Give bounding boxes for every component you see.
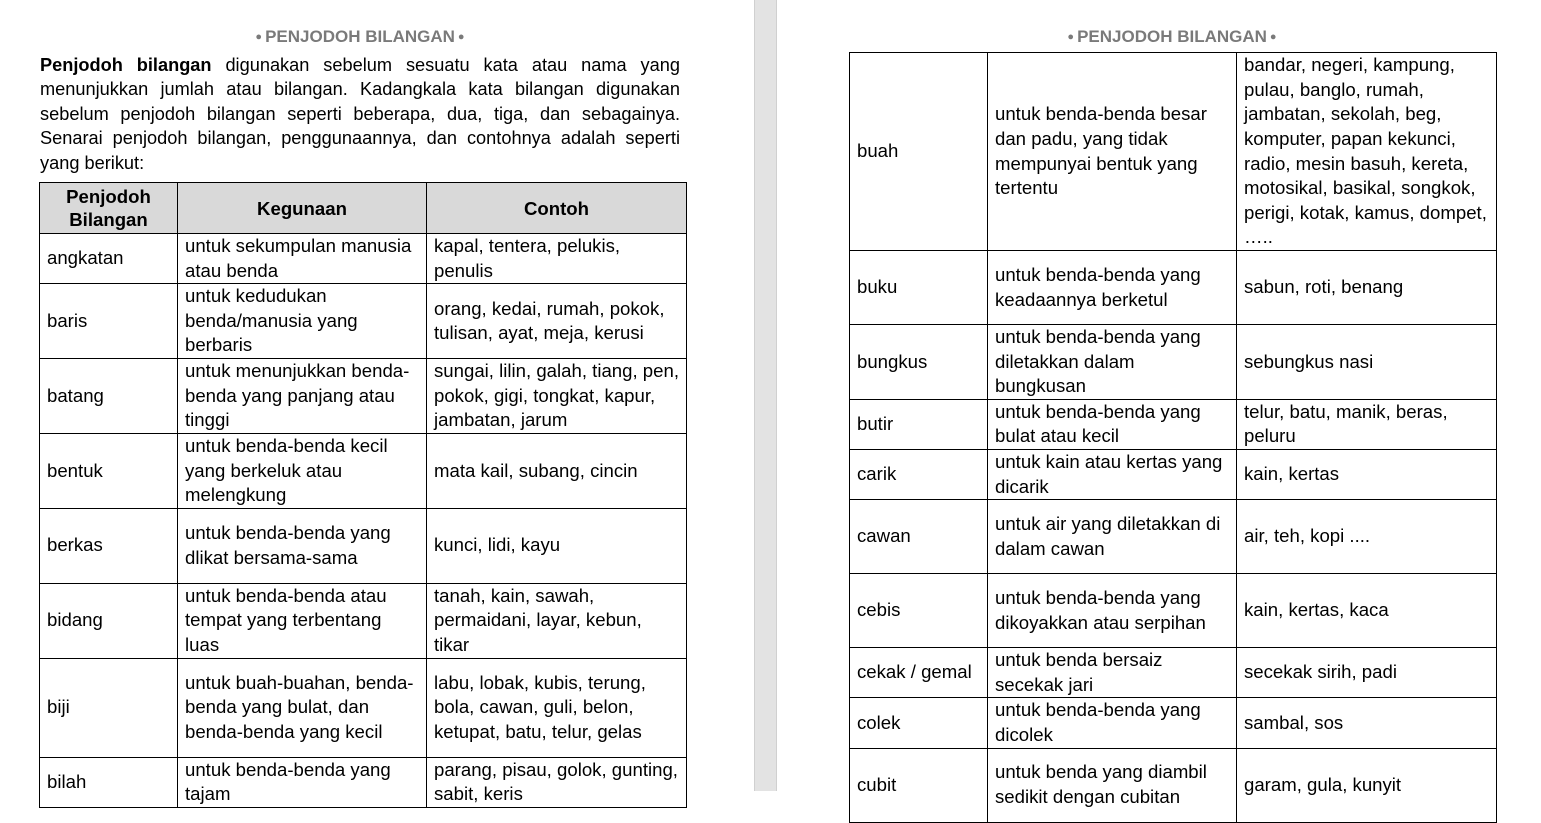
cell-penjodoh: buku — [850, 251, 988, 325]
cell-kegunaan: untuk benda-benda atau tempat yang terbentang luas — [178, 583, 427, 658]
cell-kegunaan: untuk benda-benda yang dikoyakkan atau serpihan — [988, 574, 1237, 648]
cell-contoh: kapal, tentera, pelukis, penulis — [427, 234, 687, 284]
cell-contoh: sambal, sos — [1237, 698, 1497, 748]
cell-penjodoh: cawan — [850, 500, 988, 574]
cell-kegunaan: untuk benda-benda besar dan padu, yang tidak mempunyai bentuk yang tertentu — [988, 53, 1237, 251]
cell-kegunaan: untuk buah-buahan, benda-benda yang bulat, dan benda-benda yang kecil — [178, 658, 427, 757]
cell-contoh: kain, kertas, kaca — [1237, 574, 1497, 648]
cell-penjodoh: bungkus — [850, 325, 988, 400]
table-row — [40, 658, 687, 757]
table-row — [850, 251, 1497, 325]
penjodoh-table-continued — [849, 52, 1497, 823]
cell-kegunaan: untuk benda yang diambil sedikit dengan cubitan — [988, 748, 1237, 822]
column-header: Contoh — [427, 183, 687, 234]
cell-penjodoh: bentuk — [40, 433, 178, 508]
cell-contoh: bandar, negeri, kampung, pulau, banglo, rumah, jambatan, sekolah, beg, komputer, papan kekunci, radio, mesin basuh, kereta, motosikal, basikal, songkok, perigi, kotak, kamus, dompet, ….. — [1237, 53, 1497, 251]
table-row — [850, 325, 1497, 400]
cell-kegunaan: untuk benda bersaiz secekak jari — [988, 648, 1237, 698]
bullet-icon: ● — [255, 31, 263, 43]
cell-penjodoh: berkas — [40, 508, 178, 583]
table-row — [850, 399, 1497, 449]
cell-kegunaan: untuk benda-benda yang dlikat bersama-sama — [178, 508, 427, 583]
cell-penjodoh: bilah — [40, 757, 178, 807]
cell-penjodoh: baris — [40, 284, 178, 359]
cell-kegunaan: untuk kain atau kertas yang dicarik — [988, 449, 1237, 499]
cell-penjodoh: butir — [850, 399, 988, 449]
cell-contoh: parang, pisau, golok, gunting, sabit, keris — [427, 757, 687, 807]
page-edge — [754, 0, 755, 791]
cell-contoh: sabun, roti, benang — [1237, 251, 1497, 325]
cell-kegunaan: untuk benda-benda yang bulat atau kecil — [988, 399, 1237, 449]
cell-penjodoh: angkatan — [40, 234, 178, 284]
cell-contoh: sebungkus nasi — [1237, 325, 1497, 400]
cell-penjodoh: cekak / gemal — [850, 648, 988, 698]
cell-penjodoh: buah — [850, 53, 988, 251]
table-row — [850, 698, 1497, 748]
table-row — [850, 574, 1497, 648]
cell-kegunaan: untuk air yang diletakkan di dalam cawan — [988, 500, 1237, 574]
cell-penjodoh: cubit — [850, 748, 988, 822]
penjodoh-table — [39, 182, 687, 808]
table-header-row — [40, 183, 687, 234]
table-row — [40, 359, 687, 434]
document-page-left — [0, 0, 754, 805]
cell-penjodoh: carik — [850, 449, 988, 499]
table-row — [40, 433, 687, 508]
cell-contoh: mata kail, subang, cincin — [427, 433, 687, 508]
cell-kegunaan: untuk sekumpulan manusia atau benda — [178, 234, 427, 284]
cell-contoh: labu, lobak, kubis, terung, bola, cawan, guli, belon, ketupat, batu, telur, gelas — [427, 658, 687, 757]
cell-contoh: kunci, lidi, kayu — [427, 508, 687, 583]
table-row — [40, 508, 687, 583]
bullet-icon: ● — [1269, 31, 1277, 43]
table-row — [850, 500, 1497, 574]
page-header: ● PENJODOH BILANGAN ● — [849, 26, 1495, 48]
cell-contoh: orang, kedai, rumah, pokok, tulisan, ayat, meja, kerusi — [427, 284, 687, 359]
cell-kegunaan: untuk benda-benda yang keadaannya berketul — [988, 251, 1237, 325]
cell-kegunaan: untuk benda-benda yang tajam — [178, 757, 427, 807]
cell-contoh: kain, kertas — [1237, 449, 1497, 499]
cell-penjodoh: colek — [850, 698, 988, 748]
cell-penjodoh: batang — [40, 359, 178, 434]
cell-kegunaan: untuk benda-benda kecil yang berkeluk atau melengkung — [178, 433, 427, 508]
table-row — [850, 748, 1497, 822]
column-header: Penjodoh Bilangan — [40, 183, 178, 234]
intro-paragraph — [40, 53, 680, 175]
bullet-icon: ● — [457, 31, 465, 43]
table-row — [40, 234, 687, 284]
cell-kegunaan: untuk benda-benda yang diletakkan dalam bungkusan — [988, 325, 1237, 400]
cell-penjodoh: bidang — [40, 583, 178, 658]
intro-bold-term: Penjodoh bilangan — [40, 55, 212, 75]
page-gap — [754, 0, 777, 791]
table-row — [40, 583, 687, 658]
cell-penjodoh: biji — [40, 658, 178, 757]
cell-contoh: air, teh, kopi .... — [1237, 500, 1497, 574]
table-row — [850, 449, 1497, 499]
table-row — [40, 284, 687, 359]
cell-kegunaan: untuk kedudukan benda/manusia yang berbaris — [178, 284, 427, 359]
cell-contoh: sungai, lilin, galah, tiang, pen, pokok, gigi, tongkat, kapur, jambatan, jarum — [427, 359, 687, 434]
cell-contoh: garam, gula, kunyit — [1237, 748, 1497, 822]
cell-contoh: secekak sirih, padi — [1237, 648, 1497, 698]
intro-text: digunakan sebelum sesuatu kata atau nama yang menunjukkan jumlah atau bilangan. Kadangkala kata bilangan digunakan sebelum penjodoh bilangan seperti beberapa, dua, tiga, dan sebagainya. Senarai penjodoh bilangan, penggunaannya, dan contohnya adalah seperti yang berikut: — [40, 55, 680, 173]
table-row — [40, 757, 687, 807]
cell-contoh: tanah, kain, sawah, permaidani, layar, kebun, tikar — [427, 583, 687, 658]
table-row — [850, 53, 1497, 251]
cell-kegunaan: untuk menunjukkan benda-benda yang panjang atau tinggi — [178, 359, 427, 434]
cell-kegunaan: untuk benda-benda yang dicolek — [988, 698, 1237, 748]
cell-contoh: telur, batu, manik, beras, peluru — [1237, 399, 1497, 449]
bullet-icon: ● — [1067, 31, 1075, 43]
column-header: Kegunaan — [178, 183, 427, 234]
page-header: ● PENJODOH BILANGAN ● — [40, 26, 680, 48]
cell-penjodoh: cebis — [850, 574, 988, 648]
table-row — [850, 648, 1497, 698]
